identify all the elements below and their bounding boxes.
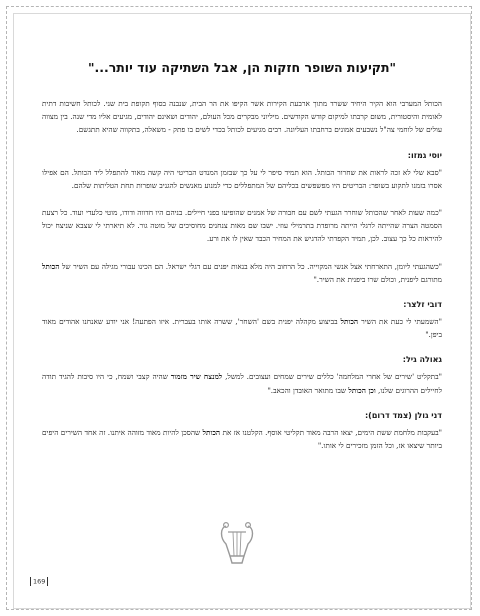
- speaker-name: דובי זלצר:: [403, 300, 442, 310]
- article: [42, 60, 442, 466]
- quote-text: "כשהגעתי ליומן, התארחתי אצל אנשי המקוייה. כל הרחוב היה מלא בנאות יפנים עם דגלי ישראל. הם הכינו עבורי מגילה עם השיר של: [59, 261, 442, 271]
- page-number-bar-right: [47, 577, 48, 586]
- quote-text: "בתקליט 'שירים של אחרי המלחמה' כללים שירים שמחים ועצובים. למשל,: [222, 372, 442, 382]
- quote-text: "כמה שעות לאחר שהכותל שוחרר הגעתי לשם עם חבורה של אמנים שהופיעו בפני חיילים. בניהם היו חדווה ודודו, מוטי כלעדי ועוד. כל רצעת הסמטה הצרה שהייתה לרגלי הייתה מרופדת בתרמילי עוזי. ישבו שם מאות צנחנים מחוסיכים של מוטה גור. לא תיארתי לי שצבא שניצח יכול להיראות כל כך עצוב. לכן, תמיד הקפדתי להדגיש את המחיר הכבד שאין לו את ורע.: [42, 208, 442, 244]
- quote-paragraph: [42, 426, 442, 452]
- quote-paragraph: [42, 315, 442, 341]
- quote-paragraph: [42, 166, 442, 192]
- quote-text: שהסכן להיות מאוד מזוהה איתנו. זה אחד השירים היפים ביותר שיצאו אז, וכל הזמן מזכירים לי אותו.": [42, 427, 442, 451]
- quote-text: "סבא שלי לא זכה לראות את שחרור הכותל. הוא תמיד סיפר לי על כך שבזמן המנדט הבריטי היה קשה מאוד להתפלל ליד הכותל. הם אפילו אסרו בזמנו לתקוע בשופר: הבריטים היו מפשפשים בכליהם של המתפללים כדי למנוע מאנשים להגניב שופרות תחת הטליתות שלהם.: [42, 167, 442, 190]
- song-title: למנצח שיר מזמור: [170, 372, 223, 382]
- quote-paragraph: [42, 370, 442, 396]
- page-number-bar-left: [30, 577, 31, 586]
- quotes-section: [42, 151, 442, 453]
- lyre-icon: [218, 520, 256, 568]
- quote-text: "בעקבות מלחמת ששת הימים, יצאו הרבה מאוד תקליטי אוסף. הקלטנו אז את: [220, 427, 443, 437]
- speaker-name: יוסי גמזו:: [407, 150, 442, 160]
- quote-paragraph: [42, 206, 442, 246]
- speaker-name: גאולה גיל:: [402, 355, 442, 365]
- quote-text: בביצוע מקהלה יפנית בשם 'השחר', ששרה אותו בעברית. איזו הפתעה! אני יודע שאנחנו אהודים מאוד ביפן.": [42, 317, 442, 340]
- intro-paragraph: הכותל המערבי הוא הקיר היחיד ששרד מתוך ארבעת הקירות אשר הקיפו את הר הבית, שנבנה בסוף תקופת בית שני. לכותל חשיבות דתית לאומית והיסטורית, משום קרבתו למיקום קודש הקודשים. מיליוני מבקרים מכל העולם, יהודים ושאינם יהודים, מגיעים אליו מדי שנה. בין מצווה עולים של לוחמי צה"ל נשבעים אמונים ברחבתו העליונה. רבים מגיעים לכותל בכדי לשים בו פתק - משאלה, בתקווה שהיא תתגשם.: [42, 99, 442, 135]
- song-title: הכותל: [42, 261, 60, 271]
- quote-text: שבו מתואר האובדן והכאב.": [267, 385, 349, 395]
- page-number: [28, 577, 50, 586]
- song-title: הכותל: [340, 317, 359, 327]
- quote-text: שהיה קצבי ושמח, כי היו סיבות להגיד תודה לחיילים ההרוגים שלנו,: [42, 372, 442, 395]
- page-number-text: 169: [33, 577, 46, 586]
- quote-text: מתורגם ליפנית, וכולם שרו ביפנית את השיר.": [313, 274, 442, 284]
- quote-paragraph: [42, 260, 442, 286]
- song-title: הכותל: [202, 427, 221, 437]
- song-title: וכן הכותל: [348, 385, 376, 395]
- article-title: "תקיעות השופר חזקות הן, אבל השתיקה עוד יותר...": [87, 60, 397, 75]
- quote-text: "השמעתי לי כעת את השיר: [358, 317, 442, 327]
- speaker-name: דני גולן (צמד דרום):: [364, 410, 442, 420]
